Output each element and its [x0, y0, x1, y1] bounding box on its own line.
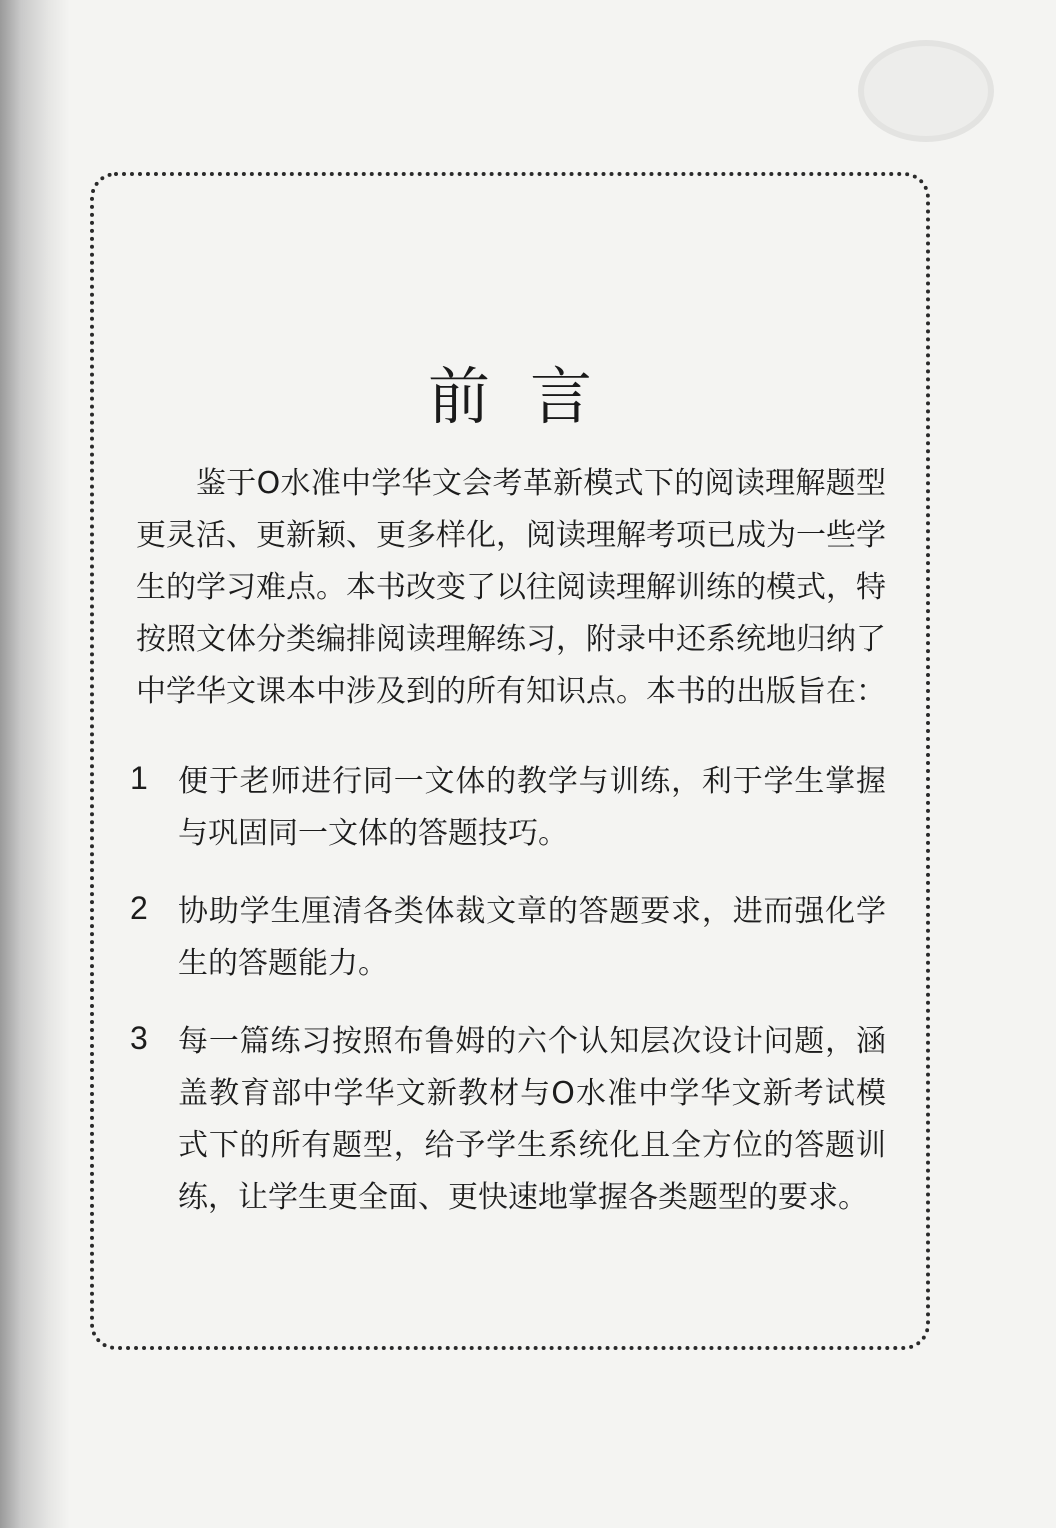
list-item-number: 1: [130, 760, 148, 796]
list-item-text: 便于老师进行同一文体的教学与训练，利于学生掌握与巩固同一文体的答题技巧。: [178, 764, 886, 851]
list-item-number: 3: [130, 1020, 148, 1056]
list-item-text: 协助学生厘清各类体裁文章的答题要求，进而强化学生的答题能力。: [178, 894, 886, 981]
list-item: [130, 886, 886, 990]
list-item-text: 每一篇练习按照布鲁姆的六个认知层次设计问题，涵盖教育部中学华文新教材与O水准中学华文新考试模式下的所有题型，给予学生系统化且全方位的答题训练，让学生更全面、更快速地掌握各类题型的要求。: [178, 1024, 886, 1215]
list-item-number: 2: [130, 890, 148, 926]
corner-logo-badge: [858, 40, 994, 142]
list-item: [130, 756, 886, 860]
page-title: 前言: [427, 359, 632, 433]
list-item: [130, 1016, 886, 1224]
book-spine-shadow: [0, 0, 70, 1528]
intro-paragraph: 鉴于O水准中学华文会考革新模式下的阅读理解题型更灵活、更新颖、更多样化，阅读理解考项已成为一些学生的学习难点。本书改变了以往阅读理解训练的模式，特按照文体分类编排阅读理解练习，附录中还系统地归纳了中学华文课本中涉及到的所有知识点。本书的出版旨在：: [136, 466, 886, 709]
